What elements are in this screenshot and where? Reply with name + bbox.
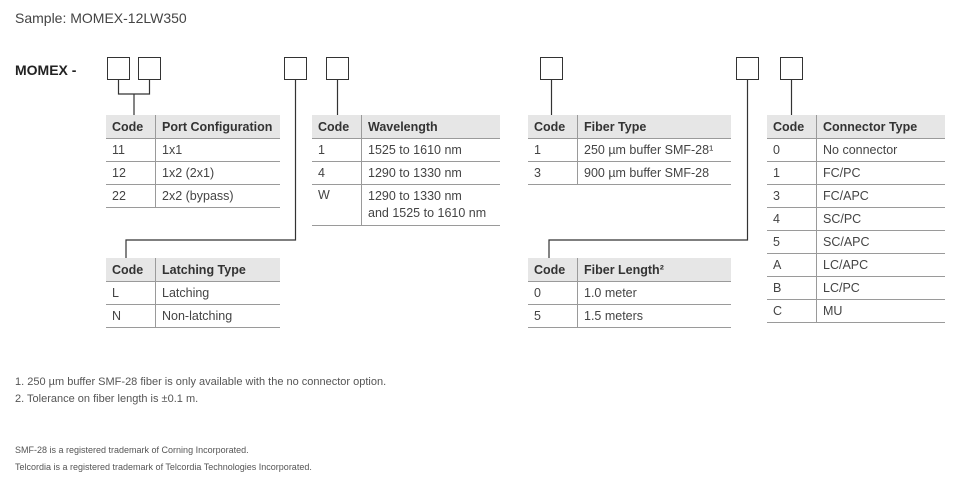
table-row: [312, 185, 500, 226]
table-row: [767, 139, 945, 162]
latching-type-header: Latching Type: [156, 258, 281, 282]
code-header: Code: [767, 115, 817, 139]
table-row: [106, 282, 280, 305]
code-cell: 12: [106, 162, 156, 185]
code-cell: 1: [767, 162, 817, 185]
value-cell: SC/APC: [817, 231, 946, 254]
value-cell: 1.5 meters: [578, 305, 732, 328]
code-cell: L: [106, 282, 156, 305]
fiber-type-table: [528, 115, 731, 185]
value-cell: FC/APC: [817, 185, 946, 208]
table-row: [106, 185, 280, 208]
value-cell: No connector: [817, 139, 946, 162]
connector-type-table: [767, 115, 945, 323]
table-row: [528, 305, 731, 328]
code-cell: N: [106, 305, 156, 328]
value-cell: 1.0 meter: [578, 282, 732, 305]
fiber-type-header: Fiber Type: [578, 115, 732, 139]
table-row: [767, 254, 945, 277]
code-cell: B: [767, 277, 817, 300]
port-boxes-bracket: [119, 80, 150, 94]
value-cell: 1x2 (2x1): [156, 162, 281, 185]
table-row: [106, 139, 280, 162]
value-cell: 1525 to 1610 nm: [362, 139, 501, 162]
table-row: [106, 305, 280, 328]
code-cell: 5: [528, 305, 578, 328]
code-header: Code: [106, 115, 156, 139]
code-header: Code: [106, 258, 156, 282]
code-cell: 0: [528, 282, 578, 305]
value-line-1: 1290 to 1330 nm: [368, 189, 462, 203]
code-cell: 22: [106, 185, 156, 208]
value-cell: 2x2 (bypass): [156, 185, 281, 208]
trademark-note-1: SMF-28 is a registered trademark of Corning Incorporated.: [15, 445, 249, 455]
table-row: [106, 162, 280, 185]
table-row: [312, 139, 500, 162]
trademark-note-2: Telcordia is a registered trademark of Telcordia Technologies Incorporated.: [15, 462, 312, 472]
code-cell: 1: [528, 139, 578, 162]
value-cell: [362, 185, 501, 226]
value-cell: 1290 to 1330 nm: [362, 162, 501, 185]
value-cell: Latching: [156, 282, 281, 305]
table-row: [528, 139, 731, 162]
code-cell: 1: [312, 139, 362, 162]
value-cell: FC/PC: [817, 162, 946, 185]
value-cell: LC/PC: [817, 277, 946, 300]
code-cell: W: [312, 185, 362, 226]
wavelength-table: [312, 115, 500, 226]
value-cell: SC/PC: [817, 208, 946, 231]
fiber-length-header: Fiber Length²: [578, 258, 732, 282]
footnote-1: 1. 250 µm buffer SMF-28 fiber is only available with the no connector option.: [15, 376, 387, 388]
latching-type-table: [106, 258, 280, 328]
code-cell: 0: [767, 139, 817, 162]
code-cell: 3: [767, 185, 817, 208]
value-line-2: and 1525 to 1610 nm: [368, 206, 487, 220]
table-row: [767, 231, 945, 254]
table-row: [312, 162, 500, 185]
code-header: Code: [528, 258, 578, 282]
value-cell: 250 µm buffer SMF-28¹: [578, 139, 732, 162]
code-header: Code: [528, 115, 578, 139]
table-row: [767, 185, 945, 208]
table-row: [767, 277, 945, 300]
part-number-prefix: MOMEX -: [15, 62, 77, 78]
table-row: [767, 162, 945, 185]
table-row: [528, 162, 731, 185]
code-header: Code: [312, 115, 362, 139]
code-cell: A: [767, 254, 817, 277]
wavelength-header: Wavelength: [362, 115, 501, 139]
code-cell: C: [767, 300, 817, 323]
value-cell: LC/APC: [817, 254, 946, 277]
footnote-2: 2. Tolerance on fiber length is ±0.1 m.: [15, 393, 199, 405]
code-cell: 5: [767, 231, 817, 254]
table-row: [767, 300, 945, 323]
fiber-length-table: [528, 258, 731, 328]
port-configuration-header: Port Configuration: [156, 115, 281, 139]
code-cell: 4: [312, 162, 362, 185]
value-cell: Non-latching: [156, 305, 281, 328]
code-cell: 4: [767, 208, 817, 231]
value-cell: 1x1: [156, 139, 281, 162]
port-configuration-table: [106, 115, 280, 208]
code-cell: 11: [106, 139, 156, 162]
table-row: [767, 208, 945, 231]
value-cell: MU: [817, 300, 946, 323]
connector-type-header: Connector Type: [817, 115, 946, 139]
value-cell: 900 µm buffer SMF-28: [578, 162, 732, 185]
table-row: [528, 282, 731, 305]
code-cell: 3: [528, 162, 578, 185]
sample-part-number: Sample: MOMEX-12LW350: [15, 10, 187, 26]
